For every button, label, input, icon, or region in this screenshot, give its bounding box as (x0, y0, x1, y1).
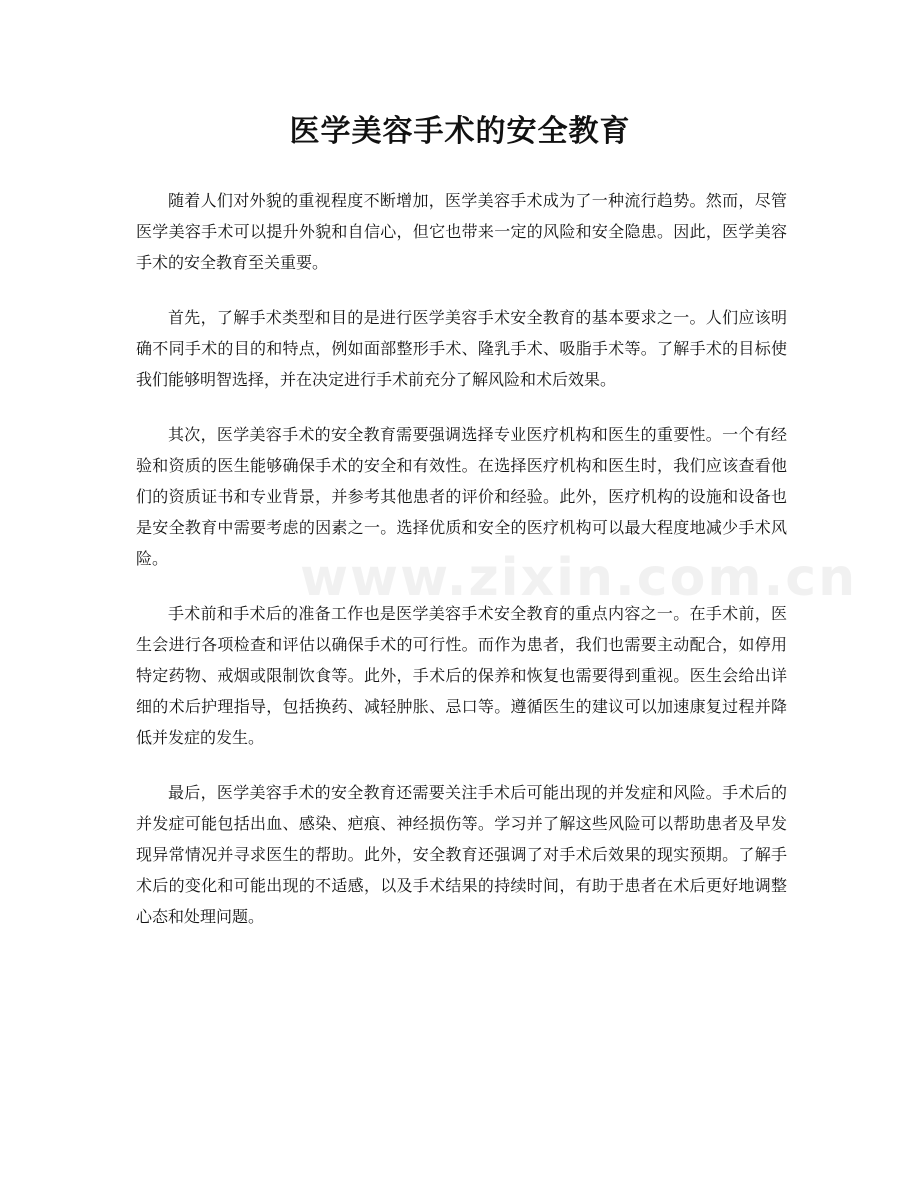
paragraph-2: 首先，了解手术类型和目的是进行医学美容手术安全教育的基本要求之一。人们应该明确不同手术的目的和特点，例如面部整形手术、隆乳手术、吸脂手术等。了解手术的目标使我们能够明智选择，并在决定进行手术前充分了解风险和术后效果。 (136, 308, 787, 389)
paragraph-4: 手术前和手术后的准备工作也是医学美容手术安全教育的重点内容之一。在手术前，医生会进行各项检查和评估以确保手术的可行性。而作为患者，我们也需要主动配合，如停用特定药物、戒烟或限制饮食等。此外，手术后的保养和恢复也需要得到重视。医生会给出详细的术后护理指导，包括换药、减轻肿胀、忌口等。遵循医生的建议可以加速康复过程并降低并发症的发生。 (136, 604, 787, 747)
paragraph-3: 其次，医学美容手术的安全教育需要强调选择专业医疗机构和医生的重要性。一个有经验和资质的医生能够确保手术的安全和有效性。在选择医疗机构和医生时，我们应该查看他们的资质证书和专业背景，并参考其他患者的评价和经验。此外，医疗机构的设施和设备也是安全教育中需要考虑的因素之一。选择优质和安全的医疗机构可以最大程度地减少手术风险。 (136, 425, 787, 568)
document-body (136, 185, 787, 956)
document-title: 医学美容手术的安全教育 (289, 114, 631, 149)
paragraph-1: 随着人们对外貌的重视程度不断增加，医学美容手术成为了一种流行趋势。然而，尽管医学美容手术可以提升外貌和自信心，但它也带来一定的风险和安全隐患。因此，医学美容手术的安全教育至关重要。 (136, 191, 787, 272)
watermark: www.zixin.com.cn (300, 548, 858, 608)
paragraph-5: 最后，医学美容手术的安全教育还需要关注手术后可能出现的并发症和风险。手术后的并发症可能包括出血、感染、疤痕、神经损伤等。学习并了解这些风险可以帮助患者及早发现异常情况并寻求医生的帮助。此外，安全教育还强调了对手术后效果的现实预期。了解手术后的变化和可能出现的不适感，以及手术结果的持续时间，有助于患者在术后更好地调整心态和处理问题。 (136, 783, 787, 926)
